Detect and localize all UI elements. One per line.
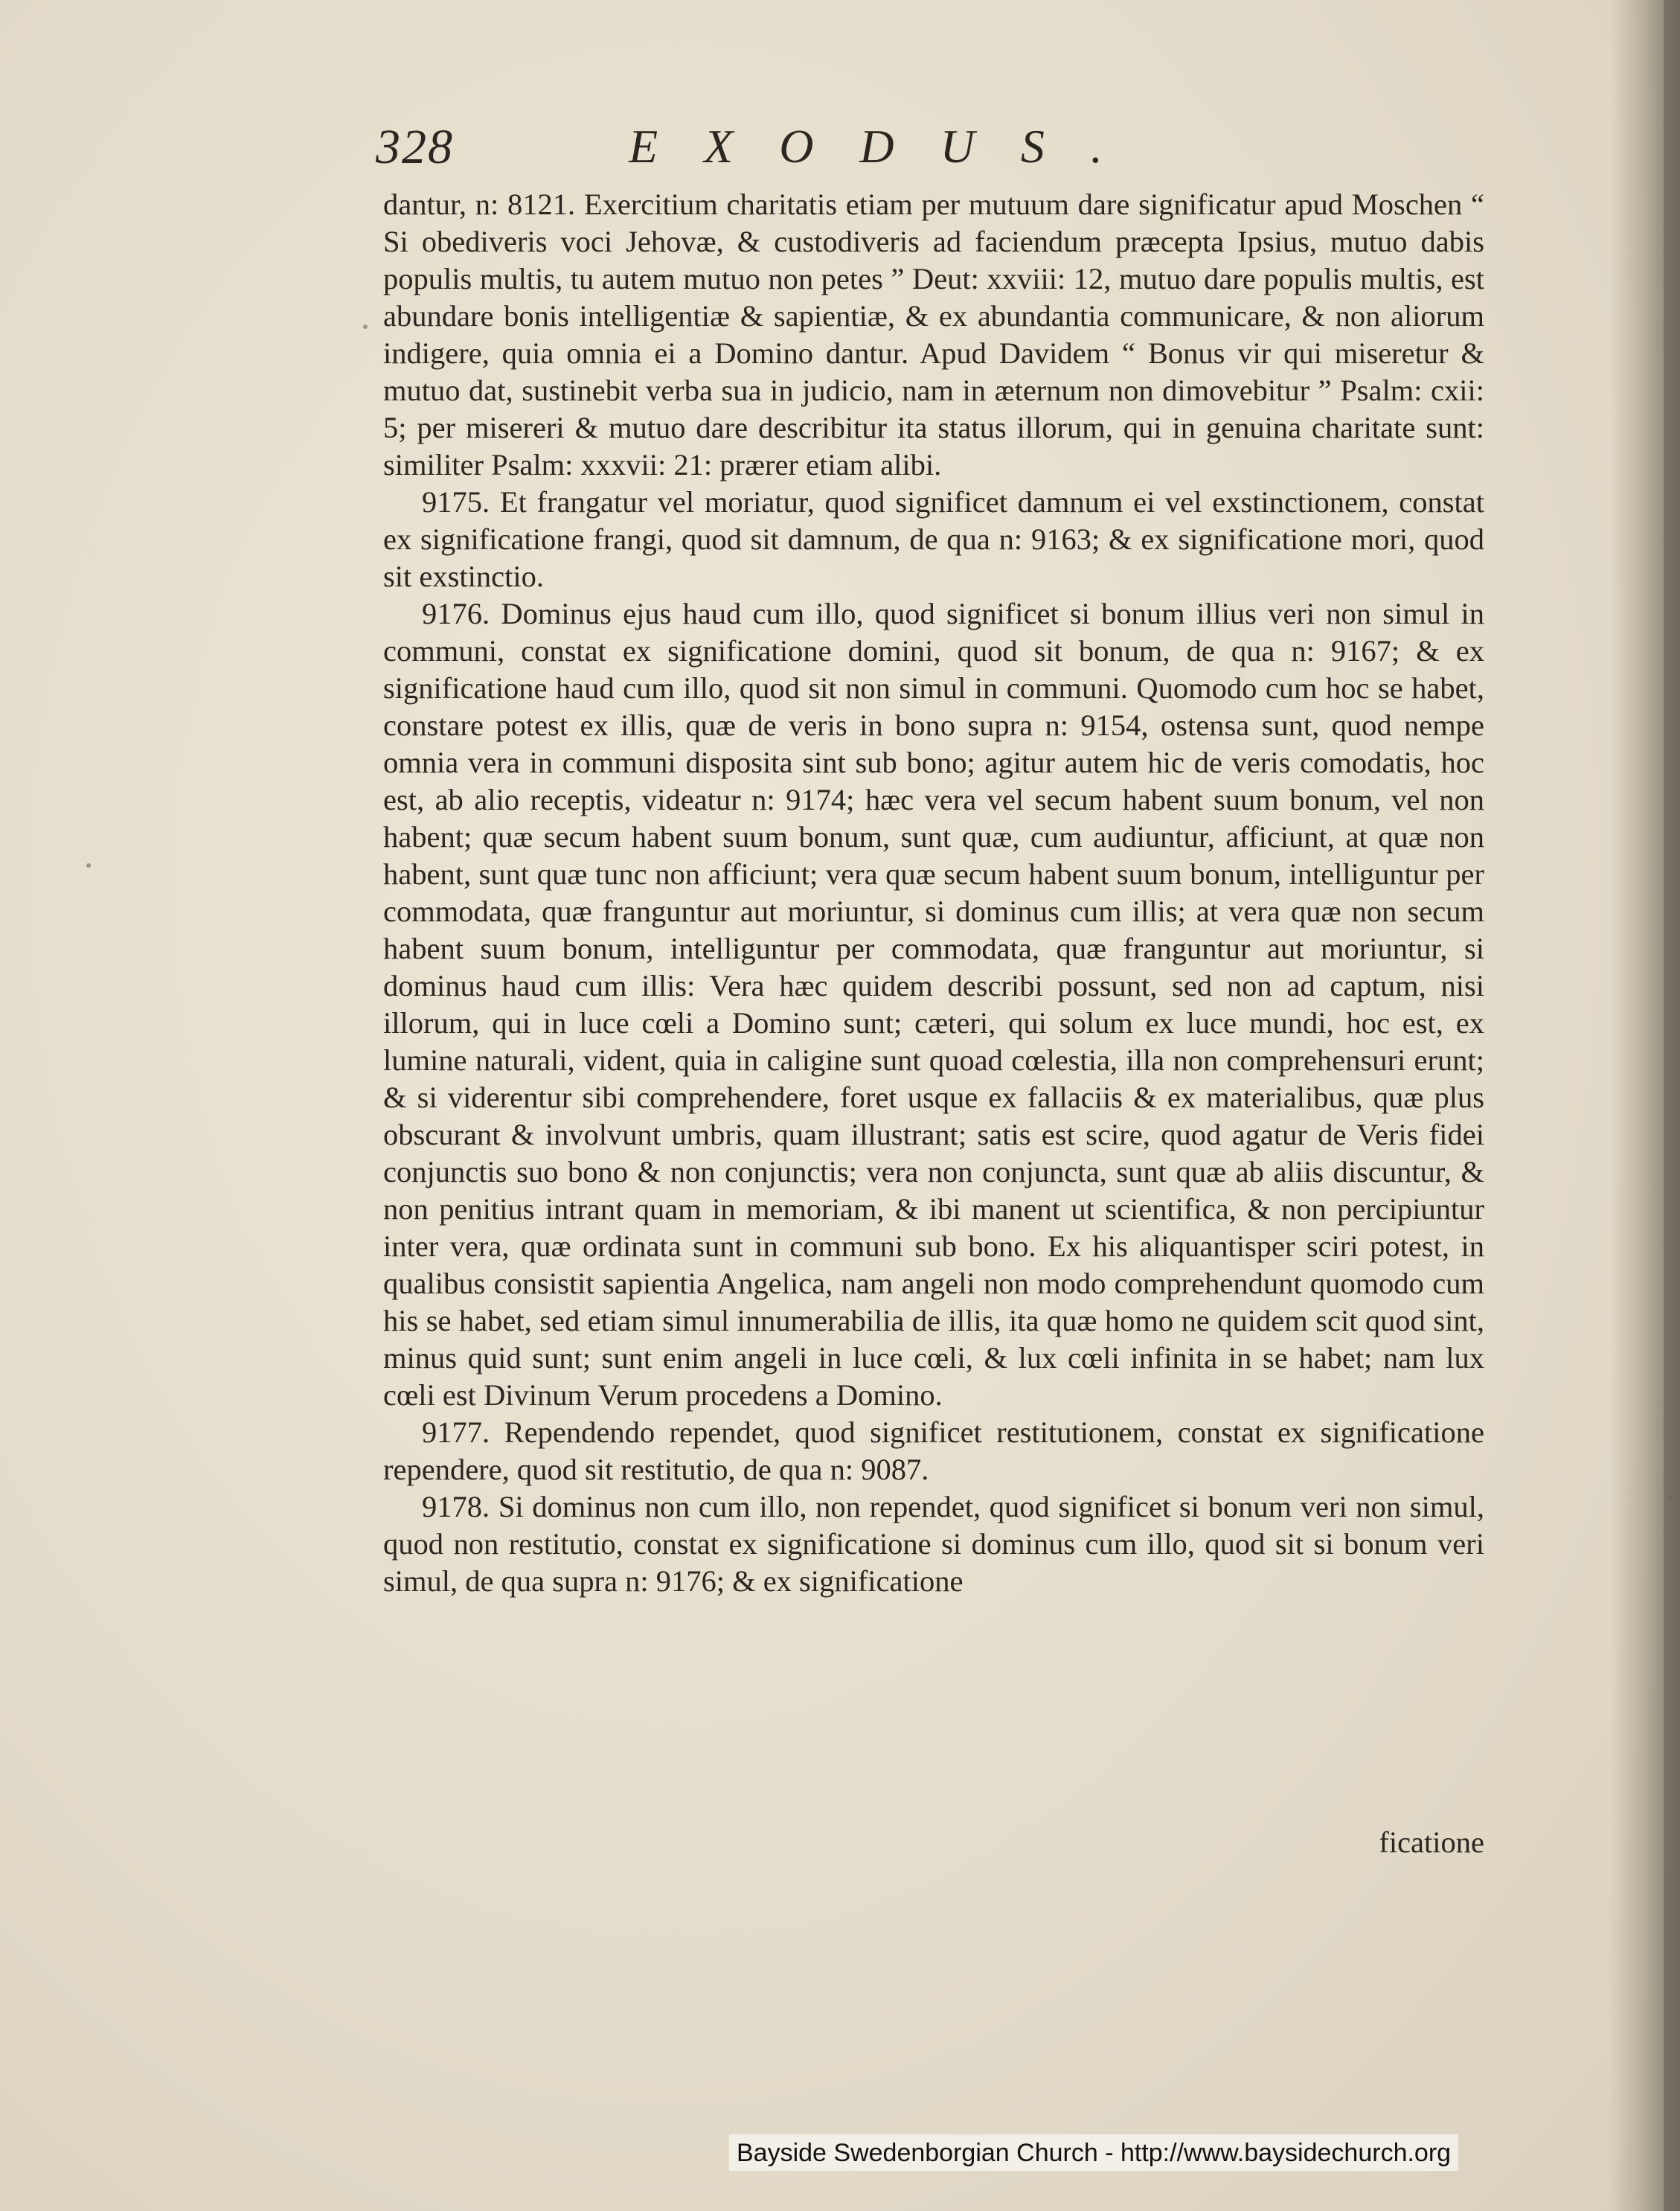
page-header [376,119,1484,179]
paragraph-text: Si dominus non cum illo, non rependet, quod significet si bonum veri non simul, quod non restitutio, constat ex significatione si dominus cum illo, quod sit si bonum veri simul, de qua supra n: 9176; & ex significatione [383,1490,1484,1598]
paragraph-number: 9176. [422,597,490,630]
paper-speck [363,324,368,329]
paragraph-text: dantur, n: 8121. Exercitium charitatis etiam per mutuum dare significatur apud Moschen “ Si obediveris voci Jehovæ, & custodiveris ad faciendum præcepta Ipsius, mutuo dabis populis multis, tu autem mutuo non petes ” Deut: xxviii: 12, mutuo dare populis multis, est abundare bonis intelligentiæ & sapientiæ, & ex abundantia communicare, & non aliorum indigere, quia omnia ei a Domino dantur. Apud Davidem “ Bonus vir qui miseretur & mutuo dat, sustinebit verba sua in judicio, nam in æternum non dimovebitur ” Psalm: cxii: 5; per misereri & mutuo dare describitur ita status illorum, qui in genuina charitate sunt: similiter Psalm: xxxvii: 21: prærer etiam alibi. [383,188,1484,481]
paragraph-number: 9177. [422,1415,490,1449]
paper-speck [86,863,91,868]
running-title: EXODUS. [629,120,1149,173]
paragraph-continuation [383,186,1484,484]
paragraph-text: Dominus ejus haud cum illo, quod significet si bonum illius veri non simul in communi, constat ex significatione domini, quod sit bonum, de qua n: 9167; & ex significatione haud cum illo, quod sit non simul in communi. Quomodo cum hoc se habet, constare potest ex illis, quæ de veris in bono supra n: 9154, ostensa sunt, quod nempe omnia vera in communi disposita sint sub bono; agitur autem hic de veris comodatis, hoc est, ab alio receptis, videatur n: 9174; hæc vera vel secum habent suum bonum, vel non habent; quæ secum habent suum bonum, sunt quæ, cum audiuntur, afficiunt, at quæ non habent, sunt quæ tunc non afficiunt; vera quæ secum habent suum bonum, intelliguntur per commodata, quæ franguntur aut moriuntur, si dominus cum illis; at vera quæ non secum habent suum bonum, intelliguntur per commodata, quæ franguntur aut moriuntur, si dominus haud cum illis: Vera hæc quidem describi possunt, sed non ad captum, nisi illorum, qui in luce cœli a Domino sunt; cæteri, qui solum ex luce mundi, hoc est, ex lumine naturali, vident, quia in caligine sunt quoad cœlestia, illa non comprehensuri erunt; & si viderentur sibi comprehendere, foret usque ex fallaciis & ex materialibus, quæ plus obscurant & involvunt umbris, quam illustrant; satis est scire, quod agatur de Veris fidei conjunctis suo bono & non conjunctis; vera non conjuncta, sunt quæ ab aliis discuntur, & non penitius intrant quam in memoriam, & ibi manent ut scientifica, & non percipiuntur inter vera, quæ ordinata sunt in communi sub bono. Ex his aliquantisper sciri potest, in qualibus consistit sapientia Angelica, nam angeli non modo comprehendunt quomodo cum his se habet, sed etiam simul innumerabilia de illis, ita quæ homo ne quidem scit quod sint, minus quid sunt; sunt enim angeli in luce cœli, & lux cœli infinita in se habet; nam lux cœli est Divinum Verum procedens a Domino. [383,597,1484,1412]
paragraph-number: 9175. [422,485,490,519]
paragraph-number: 9178. [422,1490,490,1523]
paragraph-9175 [383,484,1484,595]
paragraph-text: Rependendo rependet, quod significet restitutionem, constat ex significatione rependere, quod sit restitutio, de qua n: 9087. [383,1415,1484,1486]
paper-speck [1668,1496,1673,1500]
paragraph-text: Et frangatur vel moriatur, quod significet damnum ei vel exstinctionem, constat ex significatione frangi, quod sit damnum, de qua n: 9163; & ex significatione mori, quod sit exstinctio. [383,485,1485,593]
body-text [383,186,1484,1600]
watermark-link[interactable]: Bayside Swedenborgian Church - http://www.baysidechurch.org [729,2134,1458,2171]
book-spine-edge [1664,0,1680,2211]
catchword: ficatione [1379,1826,1484,1859]
page-number: 328 [376,120,454,174]
paragraph-9178 [383,1488,1484,1600]
paragraph-9177 [383,1414,1484,1488]
paragraph-9176 [383,595,1484,1414]
